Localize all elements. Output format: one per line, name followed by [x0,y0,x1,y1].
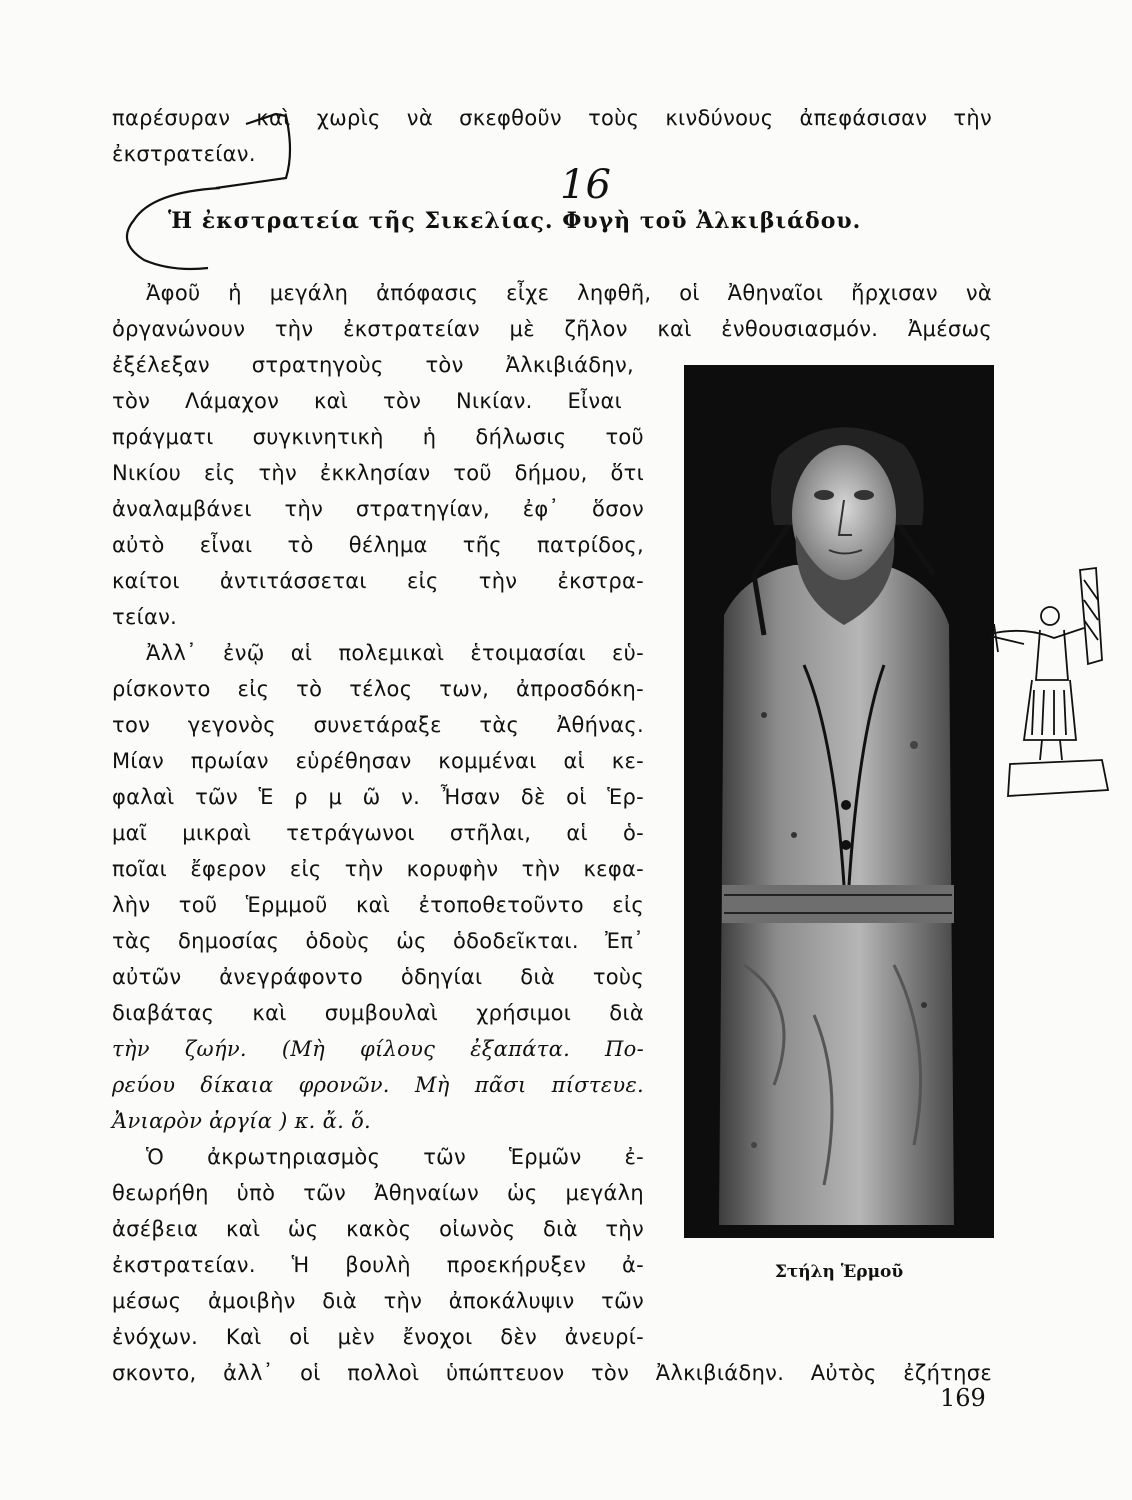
text-line-26: Ἀνιαρὸν ἀργία ) κ. ἄ. ὅ. [112,1109,371,1133]
text-line-24: τὴν ζωήν. (Μὴ φίλους ἐξαπάτα. Πο- [112,1037,644,1061]
text-line-17: φαλαὶ τῶν Ἑ ρ μ ῶ ν. Ἦσαν δὲ οἱ Ἑρ- [112,785,644,809]
text-line-3: Ἀφοῦ ἡ μεγάλη ἀπόφασις εἶχε ληφθῆ, οἱ Ἀθηναῖοι ἤρχισαν νὰ [146,281,992,305]
text-line-27: Ὁ ἀκρωτηριασμὸς τῶν Ἑρμῶν ἐ- [146,1145,644,1169]
text-line-13: Ἀλλ᾽ ἐνῷ αἱ πολεμικαὶ ἑτοιμασίαι εὑ- [146,641,644,665]
text-line-16: Μίαν πρωίαν εὑρέθησαν κομμέναι αἱ κε- [112,749,644,773]
text-line-14: ρίσκοντο εἰς τὸ τέλος των, ἀπροσδόκη- [112,677,644,701]
text-line-25: ρεύου δίκαια φρονῶν. Μὴ πᾶσι πίστευε. [112,1073,644,1097]
text-line-15: τον γεγονὸς συνετάραξε τὰς Ἀθήνας. [112,713,644,737]
text-line-19: ποῖαι ἔφερον εἰς τὴν κορυφὴν τὴν κεφα- [112,857,644,881]
page-number: 169 [940,1384,986,1412]
text-line-32: ἐνόχων. Καὶ οἱ μὲν ἔνοχοι δὲν ἀνευρί- [112,1325,644,1349]
text-line-33: σκοντο, ἀλλ᾽ οἱ πολλοὶ ὑπώπτευον τὸν Ἀλκιβιάδην. Αὐτὸς ἐζήτησε [112,1361,992,1385]
text-line-22: αὐτῶν ἀνεγράφοντο ὁδηγίαι διὰ τοὺς [112,965,644,989]
text-line-30: ἐκστρατείαν. Ἡ βουλὴ προεκήρυξεν ἀ- [112,1253,644,1277]
text-line-2: ἐκστρατείαν. [112,142,256,166]
figure-caption: Στήλη Ἑρμοῦ [774,1262,904,1282]
handwritten-number: 16 [560,162,611,208]
text-line-9: ἀναλαμβάνει τὴν στρατηγίαν, ἐφ᾽ ὅσον [112,497,644,521]
text-line-21: τὰς δημοσίας ὁδοὺς ὡς ὁδοδεῖκται. Ἐπ᾽ [112,929,644,953]
herm-stele-photo [684,365,994,1238]
text-line-8: Νικίου εἰς τὴν ἐκκλησίαν τοῦ δήμου, ὅτι [112,461,644,485]
text-line-1: παρέσυραν καὶ χωρὶς νὰ σκεφθοῦν τοὺς κινδύνους ἀπεφάσισαν τὴν [112,106,992,130]
text-line-12: τείαν. [112,605,178,629]
text-line-5: ἐξέλεξαν στρατηγοὺς τὸν Ἀλκιβιάδην, [112,353,634,377]
text-line-31: μέσως ἀμοιβὴν διὰ τὴν ἀποκάλυψιν τῶν [112,1289,644,1313]
text-line-28: θεωρήθη ὑπὸ τῶν Ἀθηναίων ὡς μεγάλη [112,1181,644,1205]
text-line-4: ὀργανώνουν τὴν ἐκστρατείαν μὲ ζῆλον καὶ ἐνθουσιασμόν. Ἀμέσως [112,317,992,341]
handwritten-bracket-mark [96,92,316,192]
text-line-23: διαβάτας καὶ συμβουλαὶ χρήσιμοι διὰ [112,1001,644,1025]
text-line-6: τὸν Λάμαχον καὶ τὸν Νικίαν. Εἶναι [112,389,622,413]
text-line-18: μαῖ μικραὶ τετράγωνοι στῆλαι, αἱ ὁ- [112,821,644,845]
text-line-10: αὐτὸ εἶναι τὸ θέλημα τῆς πατρίδος, [112,533,644,557]
text-line-11: καίτοι ἀντιτάσσεται εἰς τὴν ἐκστρα- [112,569,644,593]
text-line-20: λὴν τοῦ Ἑρμμοῦ καὶ ἐτοποθετοῦντο εἰς [112,893,644,917]
text-line-7: πράγματι συγκινητικὴ ἡ δήλωσις τοῦ [112,425,644,449]
text-line-29: ἀσέβεια καὶ ὡς κακὸς οἰωνὸς διὰ τὴν [112,1217,644,1241]
statue-sketch-drawing [984,560,1116,810]
section-heading: Ἡ ἐκστρατεία τῆς Σικελίας. Φυγὴ τοῦ Ἀλκιβιάδου. [168,208,862,234]
